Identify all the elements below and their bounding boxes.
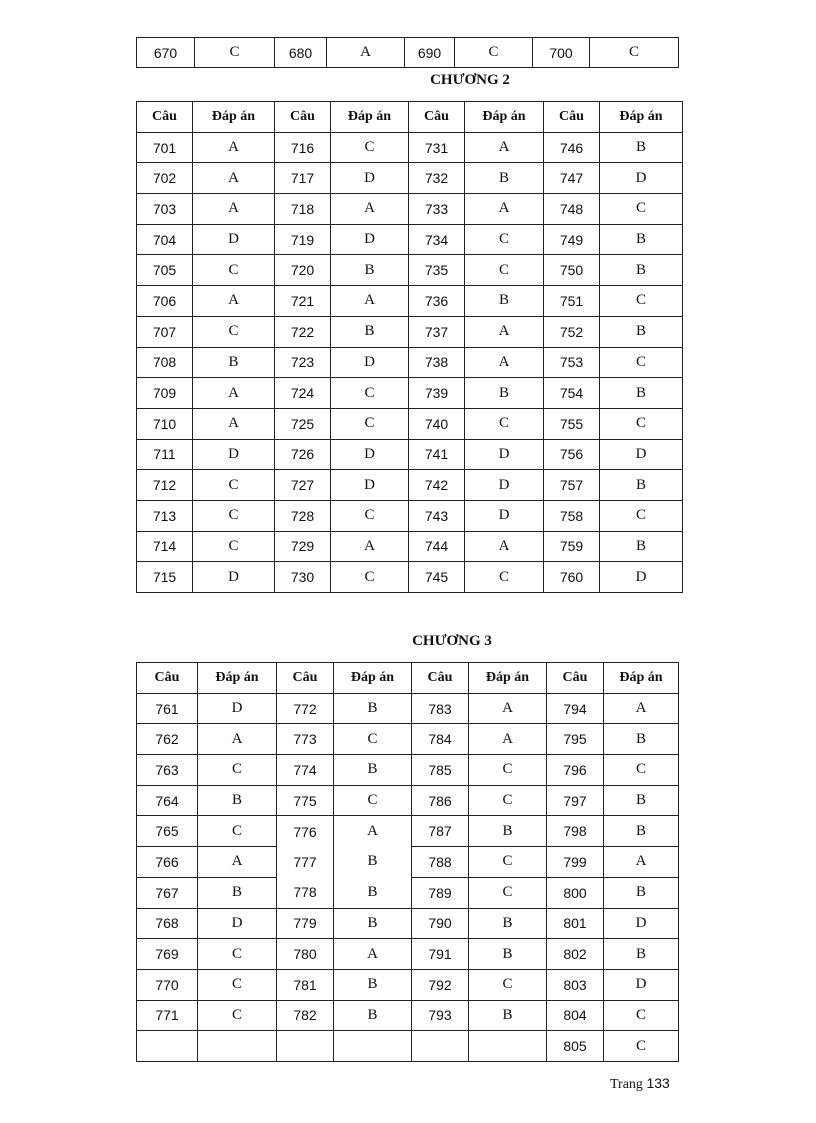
question-number: 680 — [275, 38, 327, 68]
question-number: 709 — [137, 378, 193, 409]
question-number: 750 — [544, 255, 600, 286]
table-row — [137, 500, 683, 531]
question-number: 782 — [277, 1000, 334, 1031]
question-number: 779 — [277, 908, 334, 939]
question-number: 746 — [544, 132, 600, 163]
answer-letter: B — [600, 132, 683, 163]
table-row — [137, 439, 683, 470]
answer-letter: B — [334, 693, 412, 724]
table-row — [137, 470, 683, 501]
answer-letter — [469, 1031, 547, 1062]
answer-letter: C — [334, 724, 412, 755]
answer-letter: D — [193, 562, 275, 593]
question-number: 801 — [547, 908, 604, 939]
table-row — [137, 724, 679, 755]
answer-letter: B — [600, 531, 683, 562]
question-number: 780 — [277, 939, 334, 970]
answer-letter: C — [334, 785, 412, 816]
question-number: 775 — [277, 785, 334, 816]
answer-letter: D — [465, 500, 544, 531]
question-number: 730 — [275, 562, 331, 593]
table-row — [137, 132, 683, 163]
table-row — [137, 877, 679, 908]
answer-letter: C — [193, 531, 275, 562]
header-question: Câu — [275, 102, 331, 133]
answer-letter: C — [193, 316, 275, 347]
answer-letter: C — [465, 408, 544, 439]
table-row — [137, 378, 683, 409]
answer-letter: A — [331, 194, 409, 225]
answer-letter: A — [465, 531, 544, 562]
page-footer — [610, 1075, 670, 1093]
answer-letter: A — [198, 724, 277, 755]
answer-letter: B — [334, 969, 412, 1000]
question-number: 705 — [137, 255, 193, 286]
answer-letter: A — [193, 378, 275, 409]
question-number: 700 — [533, 38, 590, 68]
table-row — [137, 408, 683, 439]
answer-letter: C — [604, 1031, 679, 1062]
table-row — [137, 531, 683, 562]
answer-letter: C — [193, 500, 275, 531]
table-row — [137, 316, 683, 347]
table-row — [137, 562, 683, 593]
answer-letter: B — [600, 316, 683, 347]
question-number: 717 — [275, 163, 331, 194]
answer-letter: A — [469, 693, 547, 724]
chapter-3-title: CHƯƠNG 3 — [412, 633, 492, 649]
answer-letter: B — [469, 1000, 547, 1031]
answer-letter: C — [465, 224, 544, 255]
answer-letter: B — [198, 877, 277, 908]
header-question: Câu — [547, 663, 604, 694]
question-number: 772 — [277, 693, 334, 724]
header-answer: Đáp án — [604, 663, 679, 694]
header-question: Câu — [137, 102, 193, 133]
question-number: 712 — [137, 470, 193, 501]
question-number: 784 — [412, 724, 469, 755]
answer-letter: B — [198, 785, 277, 816]
page-label: Trang — [610, 1077, 643, 1092]
answer-letter — [198, 1031, 277, 1062]
answer-letter: C — [331, 562, 409, 593]
table-row — [137, 38, 679, 68]
question-number: 765 — [137, 816, 198, 847]
table-row — [137, 347, 683, 378]
answer-letter: B — [465, 378, 544, 409]
table-row — [137, 286, 683, 317]
question-number: 702 — [137, 163, 193, 194]
answer-letter: B — [334, 877, 412, 908]
question-number: 753 — [544, 347, 600, 378]
answer-letter: C — [331, 500, 409, 531]
question-number: 690 — [405, 38, 455, 68]
answer-letter: C — [198, 755, 277, 786]
question-number — [412, 1031, 469, 1062]
answer-letter: A — [193, 194, 275, 225]
table-row — [137, 163, 683, 194]
answer-letter: C — [331, 378, 409, 409]
question-number: 769 — [137, 939, 198, 970]
answer-letter: C — [195, 38, 275, 68]
answer-letter: D — [198, 693, 277, 724]
question-number: 742 — [409, 470, 465, 501]
answer-letter: A — [604, 693, 679, 724]
answer-letter: C — [198, 939, 277, 970]
answer-letter: D — [600, 163, 683, 194]
answer-letter — [334, 1031, 412, 1062]
question-number: 776 — [277, 816, 334, 847]
answer-letter: C — [469, 847, 547, 878]
header-answer: Đáp án — [193, 102, 275, 133]
answer-letter: D — [604, 969, 679, 1000]
question-number: 723 — [275, 347, 331, 378]
answer-letter: C — [600, 347, 683, 378]
answer-letter: A — [193, 132, 275, 163]
answer-letter: A — [465, 194, 544, 225]
question-number: 790 — [412, 908, 469, 939]
answer-letter: B — [334, 908, 412, 939]
answer-letter: A — [465, 316, 544, 347]
header-answer: Đáp án — [465, 102, 544, 133]
question-number: 731 — [409, 132, 465, 163]
question-number: 777 — [277, 847, 334, 878]
table-row — [137, 194, 683, 225]
question-number: 745 — [409, 562, 465, 593]
question-number: 733 — [409, 194, 465, 225]
answer-letter: B — [604, 939, 679, 970]
question-number: 724 — [275, 378, 331, 409]
page-number: 133 — [646, 1075, 670, 1091]
answer-letter: C — [193, 470, 275, 501]
answer-letter: B — [604, 785, 679, 816]
question-number: 743 — [409, 500, 465, 531]
answer-letter: C — [600, 500, 683, 531]
question-number: 737 — [409, 316, 465, 347]
answer-letter: A — [465, 347, 544, 378]
answer-letter: C — [600, 408, 683, 439]
question-number: 800 — [547, 877, 604, 908]
table-header-row — [137, 102, 683, 133]
question-number: 714 — [137, 531, 193, 562]
table-row — [137, 939, 679, 970]
table-header-row — [137, 663, 679, 694]
table-row — [137, 255, 683, 286]
answer-letter: D — [193, 224, 275, 255]
answer-letter: C — [198, 1000, 277, 1031]
question-number: 744 — [409, 531, 465, 562]
header-question: Câu — [137, 663, 198, 694]
answer-letter: D — [604, 908, 679, 939]
question-number: 774 — [277, 755, 334, 786]
question-number: 804 — [547, 1000, 604, 1031]
question-number: 754 — [544, 378, 600, 409]
question-number: 803 — [547, 969, 604, 1000]
question-number: 721 — [275, 286, 331, 317]
answer-letter: B — [604, 816, 679, 847]
answer-letter: C — [465, 255, 544, 286]
answer-letter: D — [600, 562, 683, 593]
header-answer: Đáp án — [331, 102, 409, 133]
answer-letter: B — [334, 755, 412, 786]
question-number: 738 — [409, 347, 465, 378]
question-number: 797 — [547, 785, 604, 816]
answer-letter: B — [465, 163, 544, 194]
question-number: 781 — [277, 969, 334, 1000]
answer-letter: A — [193, 408, 275, 439]
answer-letter: B — [334, 847, 412, 878]
question-number: 802 — [547, 939, 604, 970]
question-number: 763 — [137, 755, 198, 786]
question-number: 739 — [409, 378, 465, 409]
question-number: 794 — [547, 693, 604, 724]
header-answer: Đáp án — [469, 663, 547, 694]
question-number: 786 — [412, 785, 469, 816]
table-row — [137, 755, 679, 786]
chapter-2-title: CHƯƠNG 2 — [430, 72, 510, 88]
answer-letter: C — [590, 38, 679, 68]
answer-letter: A — [327, 38, 405, 68]
answer-letter: B — [600, 470, 683, 501]
answer-letter: A — [334, 816, 412, 847]
table-row — [137, 816, 679, 847]
answer-letter: B — [600, 224, 683, 255]
answer-letter: C — [469, 877, 547, 908]
answer-letter: A — [465, 132, 544, 163]
answer-letter: B — [334, 1000, 412, 1031]
answer-letter: D — [465, 470, 544, 501]
answer-letter: A — [604, 847, 679, 878]
question-number: 715 — [137, 562, 193, 593]
question-number: 749 — [544, 224, 600, 255]
question-number: 752 — [544, 316, 600, 347]
answer-letter: B — [604, 724, 679, 755]
answer-letter: B — [600, 378, 683, 409]
question-number: 732 — [409, 163, 465, 194]
answer-letter: D — [465, 439, 544, 470]
answer-letter: D — [193, 439, 275, 470]
answer-letter: A — [193, 286, 275, 317]
question-number: 728 — [275, 500, 331, 531]
question-number: 735 — [409, 255, 465, 286]
answer-letter: D — [331, 470, 409, 501]
table-row — [137, 847, 679, 878]
table-row — [137, 224, 683, 255]
header-question: Câu — [409, 102, 465, 133]
question-number — [277, 1031, 334, 1062]
question-number: 670 — [137, 38, 195, 68]
answer-letter: C — [198, 969, 277, 1000]
answer-letter: A — [334, 939, 412, 970]
question-number: 716 — [275, 132, 331, 163]
question-number: 766 — [137, 847, 198, 878]
answer-letter: C — [198, 816, 277, 847]
question-number: 758 — [544, 500, 600, 531]
question-number: 740 — [409, 408, 465, 439]
question-number: 778 — [277, 877, 334, 908]
chapter-2-answer-table — [136, 101, 683, 593]
question-number: 788 — [412, 847, 469, 878]
question-number: 799 — [547, 847, 604, 878]
question-number: 734 — [409, 224, 465, 255]
answer-letter: C — [469, 969, 547, 1000]
question-number: 757 — [544, 470, 600, 501]
question-number: 793 — [412, 1000, 469, 1031]
header-question: Câu — [412, 663, 469, 694]
question-number: 798 — [547, 816, 604, 847]
question-number: 720 — [275, 255, 331, 286]
question-number: 707 — [137, 316, 193, 347]
question-number: 762 — [137, 724, 198, 755]
question-number: 747 — [544, 163, 600, 194]
answer-letter: B — [604, 877, 679, 908]
header-answer: Đáp án — [600, 102, 683, 133]
question-number: 761 — [137, 693, 198, 724]
answer-letter: B — [465, 286, 544, 317]
question-number: 704 — [137, 224, 193, 255]
answer-letter: A — [331, 531, 409, 562]
answer-letter: B — [469, 816, 547, 847]
question-number: 764 — [137, 785, 198, 816]
answer-letter: D — [331, 439, 409, 470]
answer-letter: C — [331, 132, 409, 163]
answer-letter: C — [455, 38, 533, 68]
question-number: 789 — [412, 877, 469, 908]
header-answer: Đáp án — [198, 663, 277, 694]
question-number — [137, 1031, 198, 1062]
question-number: 805 — [547, 1031, 604, 1062]
answer-letter: A — [193, 163, 275, 194]
table-row — [137, 693, 679, 724]
question-number: 767 — [137, 877, 198, 908]
question-number: 795 — [547, 724, 604, 755]
question-number: 770 — [137, 969, 198, 1000]
question-number: 729 — [275, 531, 331, 562]
question-number: 708 — [137, 347, 193, 378]
answer-letter: C — [465, 562, 544, 593]
answer-letter: C — [604, 1000, 679, 1031]
question-number: 713 — [137, 500, 193, 531]
question-number: 727 — [275, 470, 331, 501]
answer-letter: D — [331, 224, 409, 255]
answer-letter: A — [331, 286, 409, 317]
answer-letter: C — [331, 408, 409, 439]
question-number: 792 — [412, 969, 469, 1000]
header-question: Câu — [544, 102, 600, 133]
answer-letter: B — [469, 939, 547, 970]
chapter-3-answer-table — [136, 662, 679, 1062]
answer-letter: D — [198, 908, 277, 939]
question-number: 706 — [137, 286, 193, 317]
question-number: 783 — [412, 693, 469, 724]
question-number: 718 — [275, 194, 331, 225]
table-row — [137, 908, 679, 939]
answer-letter: B — [331, 255, 409, 286]
question-number: 787 — [412, 816, 469, 847]
question-number: 759 — [544, 531, 600, 562]
question-number: 760 — [544, 562, 600, 593]
question-number: 726 — [275, 439, 331, 470]
table-row — [137, 1031, 679, 1062]
question-number: 711 — [137, 439, 193, 470]
answer-letter: D — [331, 163, 409, 194]
answer-letter: C — [193, 255, 275, 286]
table-row — [137, 785, 679, 816]
answer-letter: B — [193, 347, 275, 378]
question-number: 701 — [137, 132, 193, 163]
header-answer: Đáp án — [334, 663, 412, 694]
question-number: 710 — [137, 408, 193, 439]
question-number: 796 — [547, 755, 604, 786]
question-number: 719 — [275, 224, 331, 255]
question-number: 703 — [137, 194, 193, 225]
answer-letter: C — [600, 194, 683, 225]
answer-letter: C — [600, 286, 683, 317]
answer-letter: D — [600, 439, 683, 470]
answer-letter: C — [469, 755, 547, 786]
question-number: 755 — [544, 408, 600, 439]
answer-letter: A — [469, 724, 547, 755]
table-row — [137, 1000, 679, 1031]
question-number: 741 — [409, 439, 465, 470]
answer-letter: B — [331, 316, 409, 347]
previous-answers-row — [136, 37, 679, 68]
question-number: 785 — [412, 755, 469, 786]
question-number: 722 — [275, 316, 331, 347]
answer-letter: A — [198, 847, 277, 878]
table-row — [137, 969, 679, 1000]
answer-letter: D — [331, 347, 409, 378]
question-number: 751 — [544, 286, 600, 317]
question-number: 773 — [277, 724, 334, 755]
question-number: 791 — [412, 939, 469, 970]
answer-letter: C — [604, 755, 679, 786]
header-question: Câu — [277, 663, 334, 694]
question-number: 756 — [544, 439, 600, 470]
answer-letter: B — [469, 908, 547, 939]
question-number: 736 — [409, 286, 465, 317]
answer-letter: C — [469, 785, 547, 816]
answer-letter: B — [600, 255, 683, 286]
question-number: 748 — [544, 194, 600, 225]
question-number: 771 — [137, 1000, 198, 1031]
question-number: 725 — [275, 408, 331, 439]
question-number: 768 — [137, 908, 198, 939]
